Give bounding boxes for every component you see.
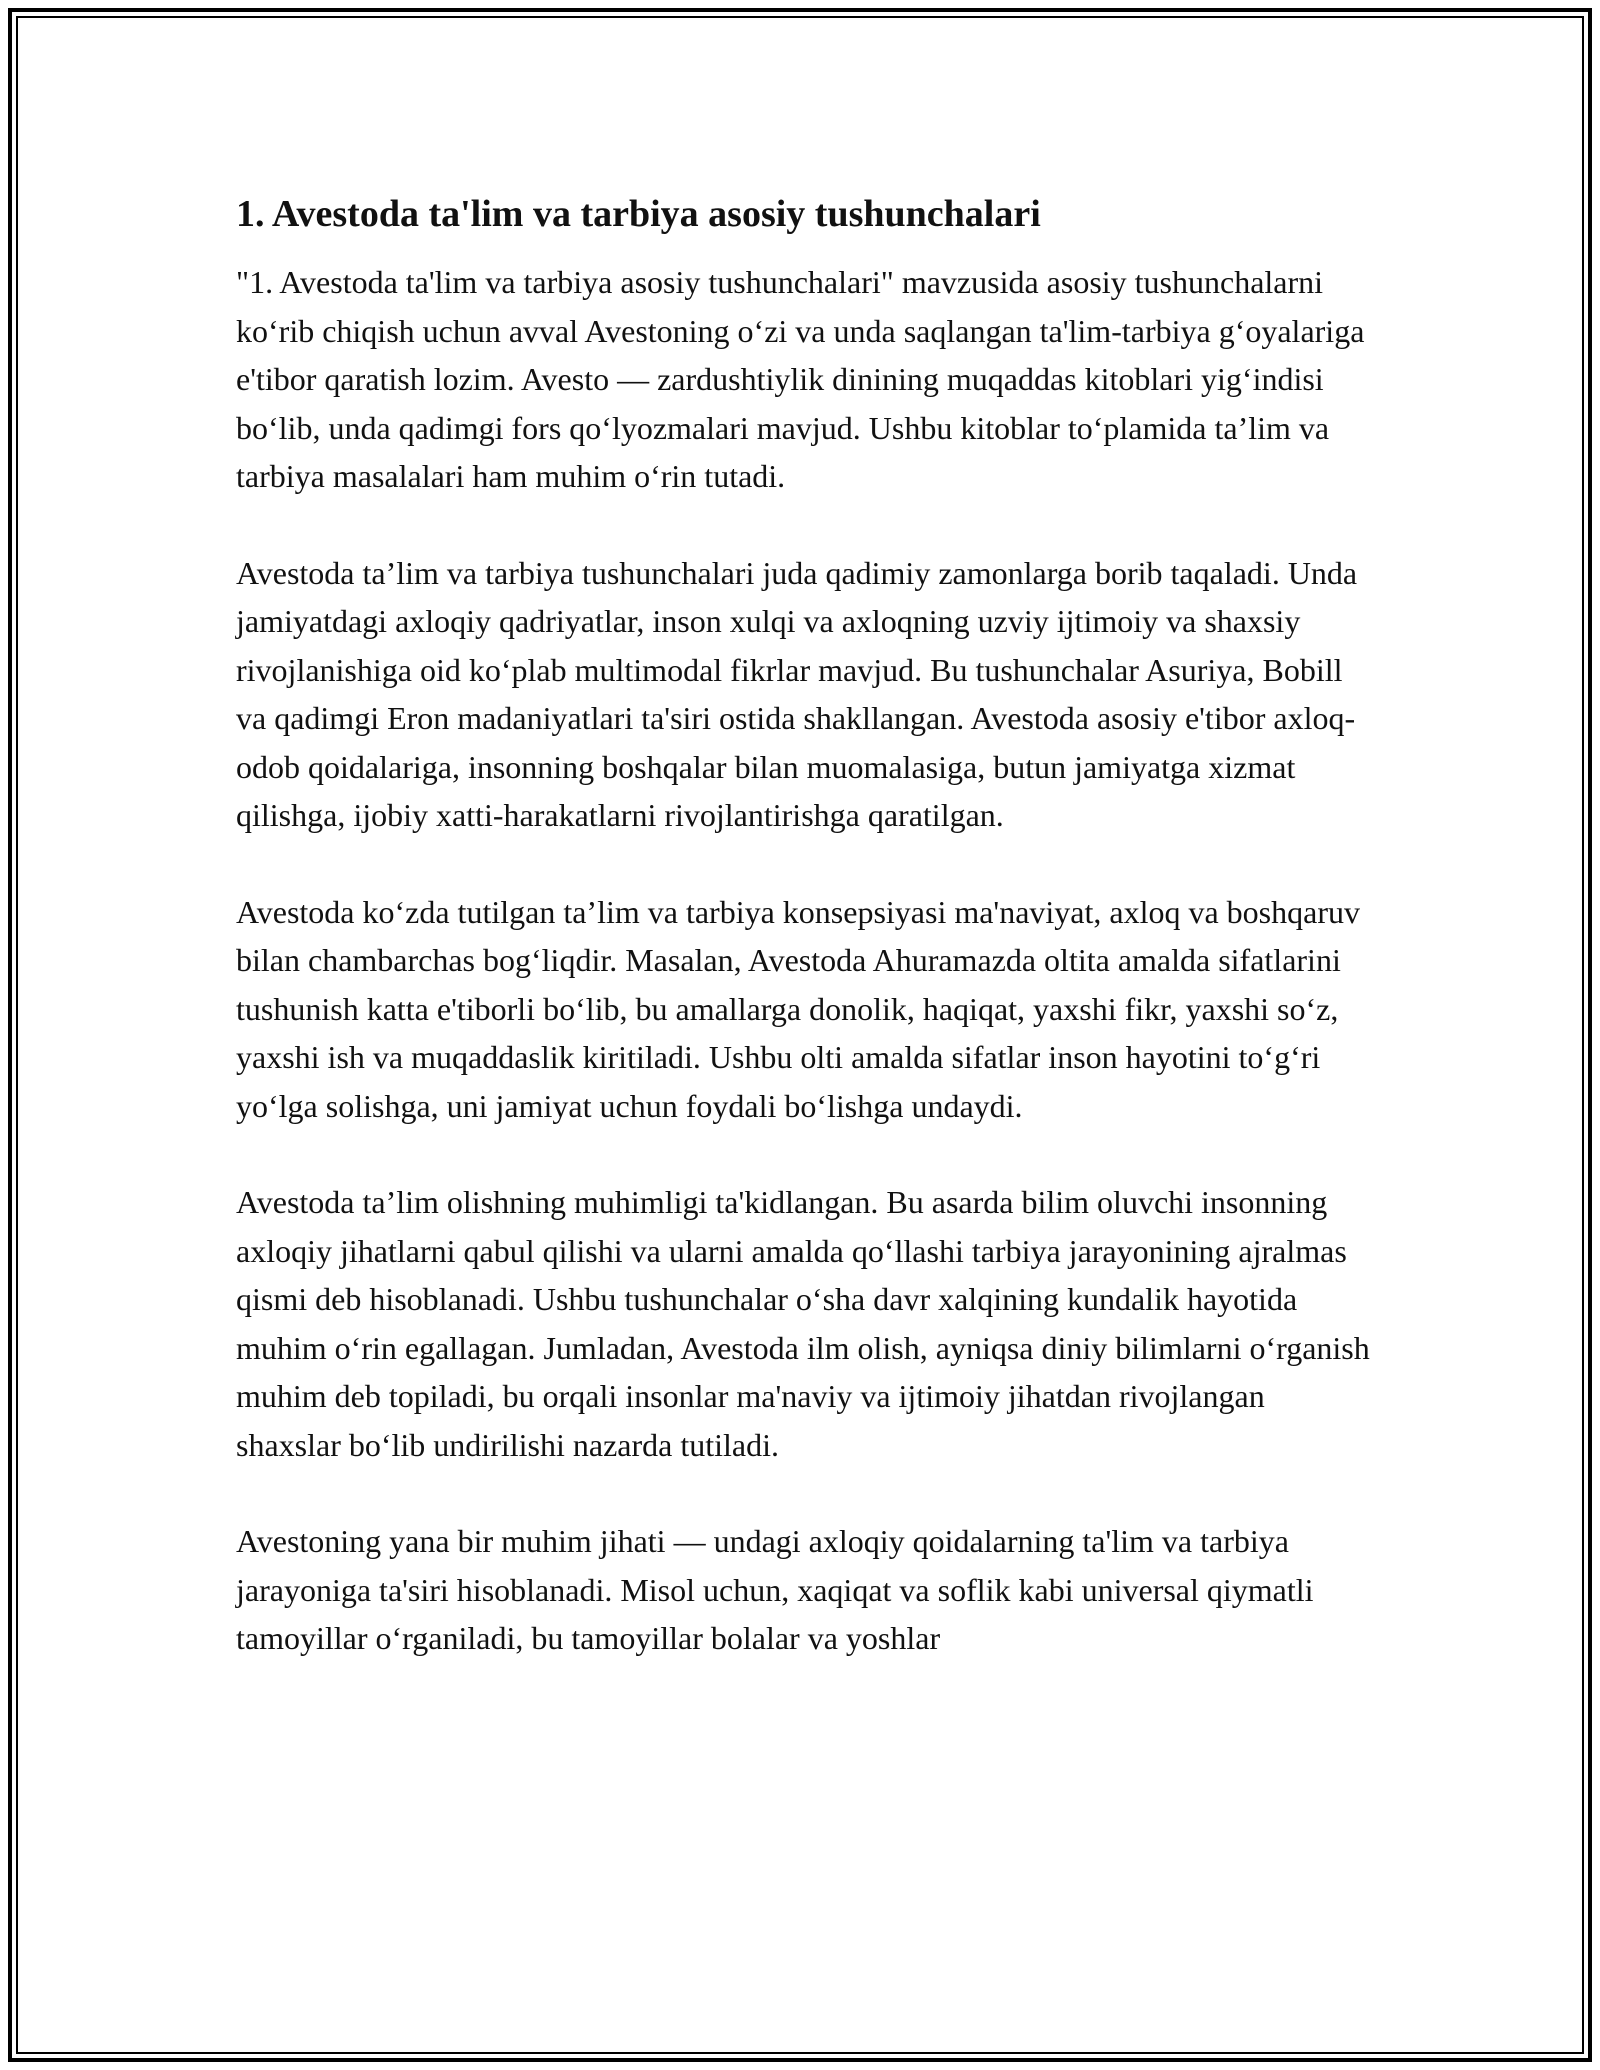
document-body: [236, 190, 1376, 1711]
paragraph-4: Avestoda taʼlim olishning muhimligi ta'kidlangan. Bu asarda bilim oluvchi insonning axloqiy jihatlarni qabul qilishi va ularni amalda qoʻllashi tarbiya jarayonining ajralmas qismi deb hisoblanadi. Ushbu tushunchalar oʻsha davr xalqining kundalik hayotida muhim oʻrin egallagan. Jumladan, Avestoda ilm olish, ayniqsa diniy bilimlarni oʻrganish muhim deb topiladi, bu orqali insonlar ma'naviy va ijtimoiy jihatdan rivojlangan shaxslar boʻlib undirilishi nazarda tutiladi.: [236, 1184, 1370, 1463]
paragraph-3: Avestoda koʻzda tutilgan taʼlim va tarbiya konsepsiyasi ma'naviyat, axloq va boshqaruv bilan chambarchas bogʻliqdir. Masalan, Avestoda Ahuramazda oltita amalda sifatlarini tushunish katta e'tiborli boʻlib, bu amallarga donolik, haqiqat, yaxshi fikr, yaxshi soʻz, yaxshi ish va muqaddaslik kiritiladi. Ushbu olti amalda sifatlar inson hayotini toʻgʻri yoʻlga solishga, uni jamiyat uchun foydali boʻlishga undaydi.: [236, 893, 1360, 1124]
paragraph-2: Avestoda taʼlim va tarbiya tushunchalari juda qadimiy zamonlarga borib taqaladi. Unda jamiyatdagi axloqiy qadriyatlar, inson xulqi va axloqning uzviy ijtimoiy va shaxsiy rivojlanishiga oid koʻplab multimodal fikrlar mavjud. Bu tushunchalar Asuriya, Bobill va qadimgi Eron madaniyatlari ta'siri ostida shakllangan. Avestoda asosiy e'tibor axloq-odob qoidalariga, insonning boshqalar bilan muomalasiga, butun jamiyatga xizmat qilishga, ijobiy xatti-harakatlarni rivojlantirishga qaratilgan.: [236, 554, 1358, 833]
section-title: 1. Avestoda ta'lim va tarbiya asosiy tushunchalari: [236, 193, 1041, 235]
paragraph-1: "1. Avestoda ta'lim va tarbiya asosiy tushunchalari" mavzusida asosiy tushunchalarni koʻrib chiqish uchun avval Avestoning oʻzi va unda saqlangan ta'lim-tarbiya gʻoyalariga e'tibor qaratish lozim. Avesto — zardushtiylik dinining muqaddas kitoblari yigʻindisi boʻlib, unda qadimgi fors qoʻlyozmalari mavjud. Ushbu kitoblar toʻplamida taʼlim va tarbiya masalalari ham muhim oʻrin tutadi.: [236, 264, 1365, 494]
paragraph-5: Avestoning yana bir muhim jihati — undagi axloqiy qoidalarning ta'lim va tarbiya jarayoniga ta'siri hisoblanadi. Misol uchun, xaqiqat va soflik kabi universal qiymatli tamoyillar oʻrganiladi, bu tamoyillar bolalar va yoshlar: [236, 1523, 1314, 1656]
